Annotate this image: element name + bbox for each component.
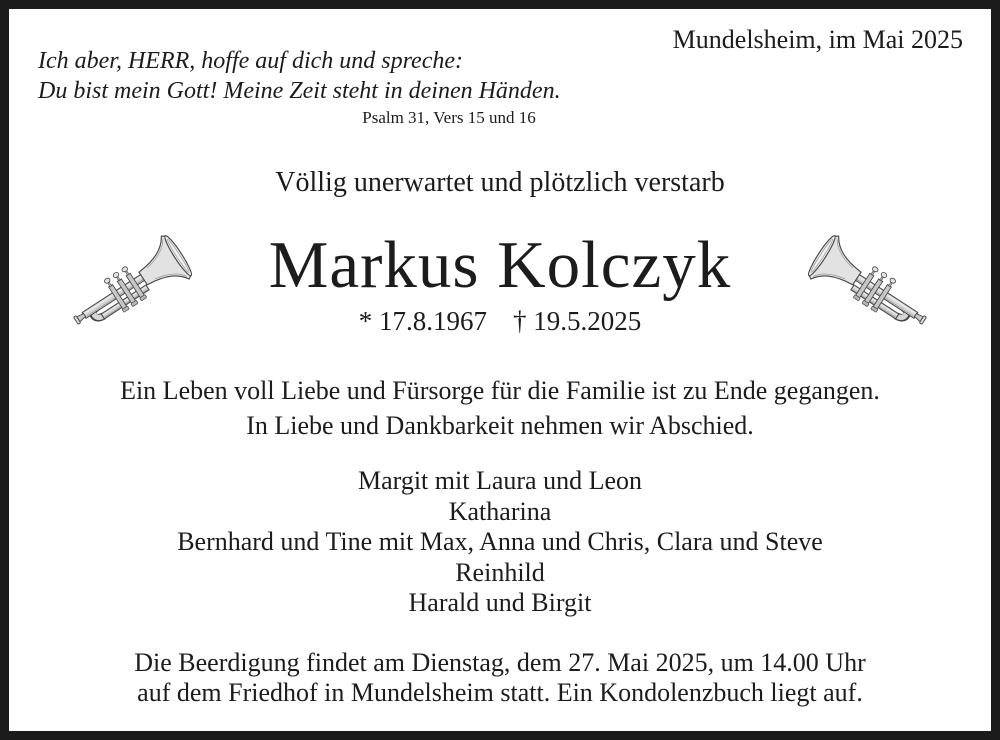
mourner-line: Bernhard und Tine mit Max, Anna und Chris, Clara und Steve (177, 527, 823, 556)
mourner-line: Katharina (448, 496, 552, 526)
tribute-line-2: In Liebe und Dankbarkeit nehmen wir Abschied. (246, 411, 754, 440)
deceased-name: Markus Kolczyk (268, 228, 732, 302)
tribute-text (9, 373, 991, 443)
life-dates (9, 306, 991, 337)
funeral-line-2: auf dem Friedhof in Mundelsheim statt. Ein Kondolenzbuch liegt auf. (137, 678, 863, 707)
dateline: Mundelsheim, im Mai 2025 (672, 25, 963, 54)
mourner-line: Margit mit Laura und Leon (357, 466, 642, 495)
birth-date: * 17.8.1967 (358, 306, 487, 336)
scripture-quote (38, 46, 561, 106)
mourner-line: Harald und Birgit (408, 588, 592, 617)
scripture-source: Psalm 31, Vers 15 und 16 (362, 108, 536, 127)
death-date: † 19.5.2025 (513, 306, 642, 336)
intro-line: Völlig unerwartet und plötzlich verstarb (275, 167, 725, 198)
mourners-list (9, 466, 991, 619)
funeral-info (9, 648, 991, 708)
mourner-line: Reinhild (455, 557, 545, 587)
scripture-line-2: Du bist mein Gott! Meine Zeit steht in deinen Händen. (38, 78, 561, 104)
funeral-line-1: Die Beerdigung findet am Dienstag, dem 27. Mai 2025, um 14.00 Uhr (134, 648, 866, 677)
tribute-line-1: Ein Leben voll Liebe und Fürsorge für die Familie ist zu Ende gegangen. (120, 376, 880, 405)
scripture-line-1: Ich aber, HERR, hoffe auf dich und spreche: (38, 48, 464, 74)
